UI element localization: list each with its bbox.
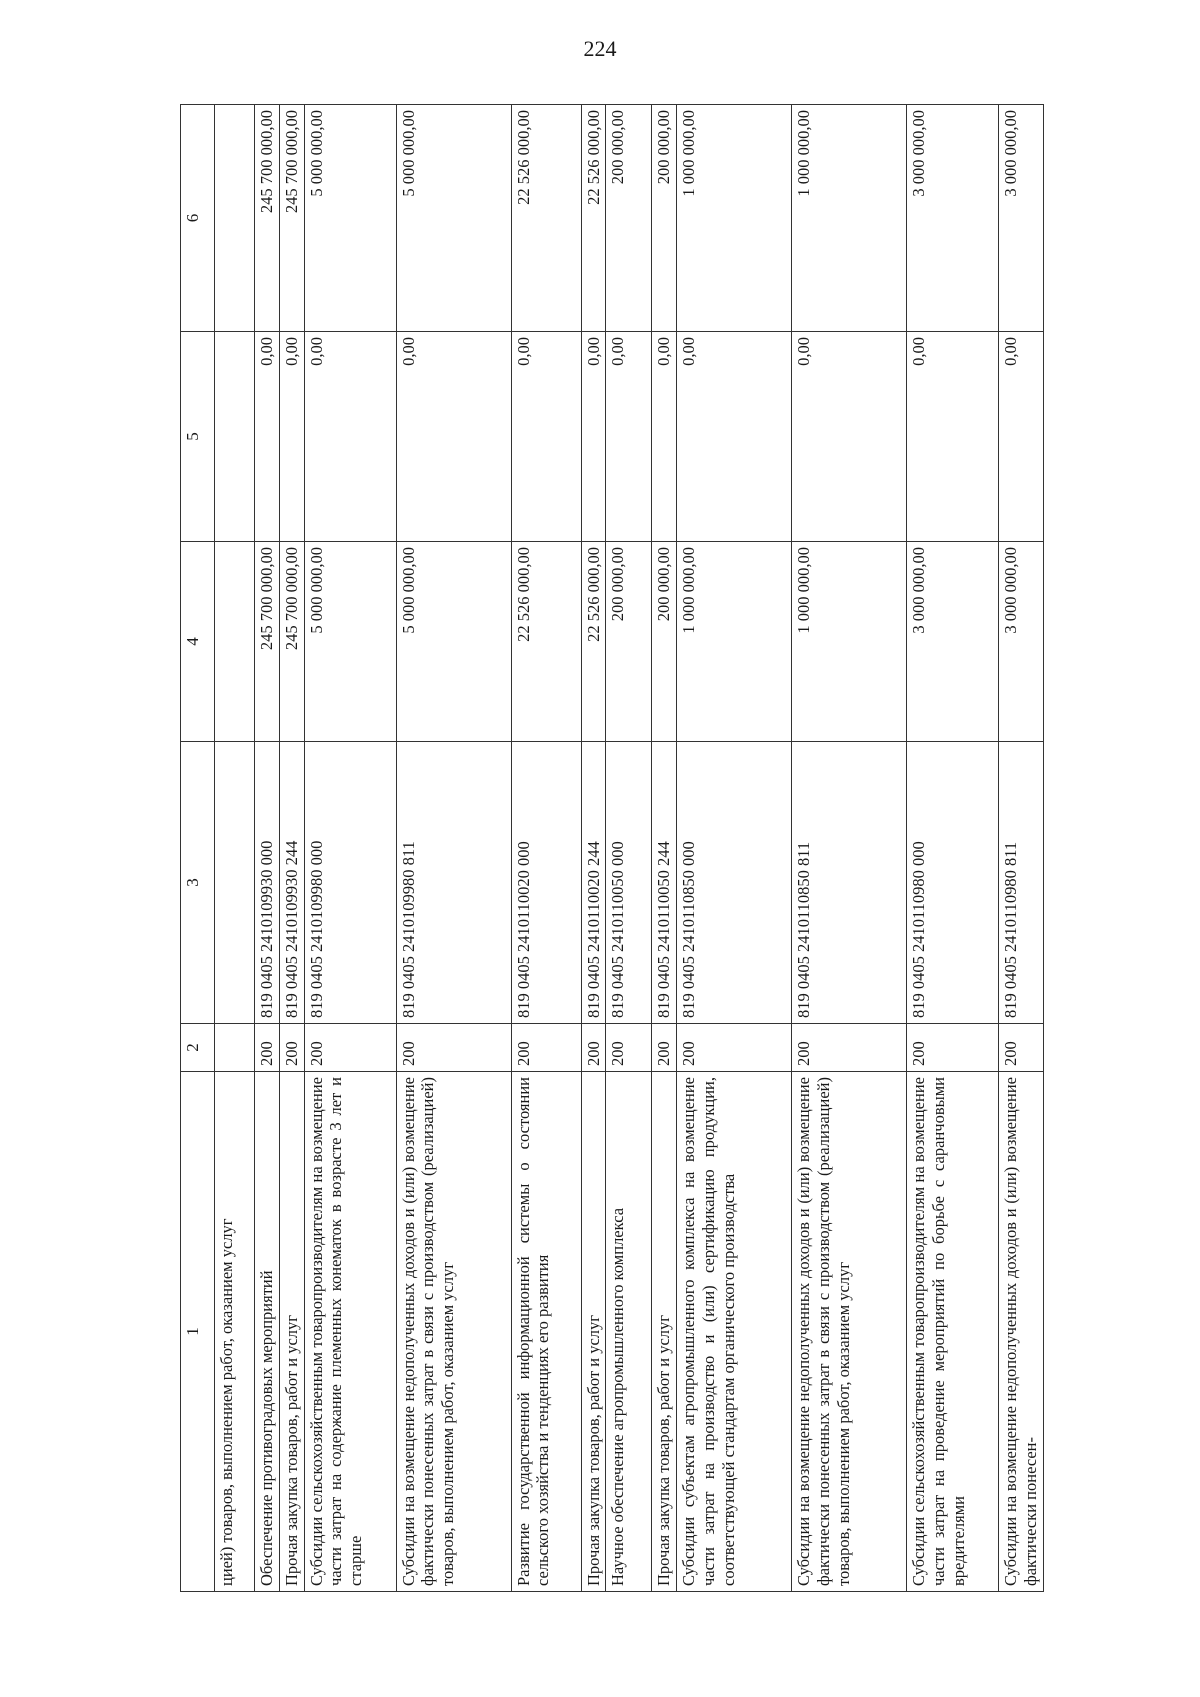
cell-code: 819 0405 2410109930 244 [279, 742, 304, 1024]
cell-rz: 200 [511, 1024, 581, 1072]
column-header: 5 [181, 332, 215, 542]
cell-rz: 200 [652, 1024, 677, 1072]
column-header: 6 [181, 105, 215, 332]
cell-name: Прочая закупка товаров, работ и услуг [279, 1072, 304, 1592]
cell-rz: 200 [396, 1024, 511, 1072]
cell-v6: 5 000 000,00 [396, 105, 511, 332]
cell-name: цией) товаров, выполнением работ, оказанием услуг [215, 1072, 255, 1592]
column-header: 1 [181, 1072, 215, 1592]
rotated-table-wrapper [180, 105, 1105, 1592]
cell-v6 [215, 105, 255, 332]
cell-rz [215, 1024, 255, 1072]
table-row [999, 105, 1044, 1592]
cell-v6: 1 000 000,00 [792, 105, 907, 332]
cell-v4: 3 000 000,00 [999, 542, 1044, 742]
table-body [181, 105, 1044, 1592]
cell-rz: 200 [606, 1024, 652, 1072]
table-row [652, 105, 677, 1592]
cell-v5: 0,00 [396, 332, 511, 542]
cell-v6: 22 526 000,00 [511, 105, 581, 332]
cell-v4: 200 000,00 [606, 542, 652, 742]
cell-code: 819 0405 2410110850 000 [677, 742, 792, 1024]
cell-v4: 5 000 000,00 [304, 542, 396, 742]
cell-name: Субсидии на возмещение недополученных доходов и (или) возмещение фактически понесен- [999, 1072, 1044, 1592]
cell-v5: 0,00 [581, 332, 606, 542]
cell-v4: 200 000,00 [652, 542, 677, 742]
table-row [396, 105, 511, 1592]
cell-v4: 245 700 000,00 [279, 542, 304, 742]
cell-v4: 1 000 000,00 [792, 542, 907, 742]
table-row [792, 105, 907, 1592]
cell-rz: 200 [304, 1024, 396, 1072]
cell-code [215, 742, 255, 1024]
cell-name: Обеспечение противоградовых мероприятий [255, 1072, 280, 1592]
cell-rz: 200 [907, 1024, 999, 1072]
cell-v5: 0,00 [255, 332, 280, 542]
cell-code: 819 0405 2410110050 244 [652, 742, 677, 1024]
cell-code: 819 0405 2410109930 000 [255, 742, 280, 1024]
cell-rz: 200 [279, 1024, 304, 1072]
column-header: 4 [181, 542, 215, 742]
cell-v6: 5 000 000,00 [304, 105, 396, 332]
cell-v5: 0,00 [792, 332, 907, 542]
column-header: 3 [181, 742, 215, 1024]
table-row [511, 105, 581, 1592]
cell-code: 819 0405 2410110980 000 [907, 742, 999, 1024]
cell-name: Научное обеспечение агропромышленного комплекса [606, 1072, 652, 1592]
table-row [606, 105, 652, 1592]
table-row [279, 105, 304, 1592]
table-row [215, 105, 255, 1592]
cell-v6: 200 000,00 [606, 105, 652, 332]
cell-v5 [215, 332, 255, 542]
table-row [677, 105, 792, 1592]
table-row [907, 105, 999, 1592]
cell-v6: 200 000,00 [652, 105, 677, 332]
cell-name: Прочая закупка товаров, работ и услуг [581, 1072, 606, 1592]
cell-rz: 200 [999, 1024, 1044, 1072]
cell-v4: 245 700 000,00 [255, 542, 280, 742]
cell-v4: 22 526 000,00 [511, 542, 581, 742]
cell-v4: 5 000 000,00 [396, 542, 511, 742]
cell-rz: 200 [792, 1024, 907, 1072]
cell-v6: 1 000 000,00 [677, 105, 792, 332]
cell-rz: 200 [581, 1024, 606, 1072]
cell-code: 819 0405 2410110020 244 [581, 742, 606, 1024]
cell-v4: 1 000 000,00 [677, 542, 792, 742]
cell-v5: 0,00 [304, 332, 396, 542]
cell-name: Прочая закупка товаров, работ и услуг [652, 1072, 677, 1592]
cell-name: Субсидии сельскохозяйственным товаропроизводителям на возмещение части затрат на проведение мероприятий по борьбе с саранчовыми вредителями [907, 1072, 999, 1592]
cell-v6: 3 000 000,00 [907, 105, 999, 332]
table-area [180, 105, 1105, 1592]
cell-v5: 0,00 [677, 332, 792, 542]
cell-v6: 22 526 000,00 [581, 105, 606, 332]
budget-table [180, 104, 1044, 1592]
cell-rz: 200 [677, 1024, 792, 1072]
table-row [255, 105, 280, 1592]
cell-v4: 22 526 000,00 [581, 542, 606, 742]
table-row [581, 105, 606, 1592]
cell-v6: 245 700 000,00 [255, 105, 280, 332]
cell-v5: 0,00 [652, 332, 677, 542]
cell-code: 819 0405 2410110020 000 [511, 742, 581, 1024]
column-header: 2 [181, 1024, 215, 1072]
cell-v5: 0,00 [606, 332, 652, 542]
cell-code: 819 0405 2410109980 000 [304, 742, 396, 1024]
cell-name: Субсидии на возмещение недополученных доходов и (или) возмещение фактически понесенных затрат в связи с производством (реализацией) товаров, выполнением работ, оказанием услуг [792, 1072, 907, 1592]
table-row [304, 105, 396, 1592]
cell-code: 819 0405 2410110050 000 [606, 742, 652, 1024]
cell-name: Субсидии сельскохозяйственным товаропроизводителям на возмещение части затрат на содержание племенных конематок в возрасте 3 лет и старше [304, 1072, 396, 1592]
cell-v4: 3 000 000,00 [907, 542, 999, 742]
cell-v5: 0,00 [999, 332, 1044, 542]
page-number: 224 [583, 36, 617, 61]
cell-code: 819 0405 2410109980 811 [396, 742, 511, 1024]
cell-v6: 3 000 000,00 [999, 105, 1044, 332]
cell-v5: 0,00 [279, 332, 304, 542]
cell-v6: 245 700 000,00 [279, 105, 304, 332]
cell-name: Развитие государственной информационной системы о состоянии сельского хозяйства и тенденциях его развития [511, 1072, 581, 1592]
cell-code: 819 0405 2410110980 811 [999, 742, 1044, 1024]
cell-v4 [215, 542, 255, 742]
cell-name: Субсидии на возмещение недополученных доходов и (или) возмещение фактически понесенных затрат в связи с производством (реализацией) товаров, выполнением работ, оказанием услуг [396, 1072, 511, 1592]
cell-v5: 0,00 [907, 332, 999, 542]
cell-v5: 0,00 [511, 332, 581, 542]
cell-name: Субсидии субъектам агропромышленного комплекса на возмещение части затрат на производство и (или) сертификацию продукции, соответствующей стандартам органического производства [677, 1072, 792, 1592]
header-row [181, 105, 215, 1592]
cell-code: 819 0405 2410110850 811 [792, 742, 907, 1024]
cell-rz: 200 [255, 1024, 280, 1072]
